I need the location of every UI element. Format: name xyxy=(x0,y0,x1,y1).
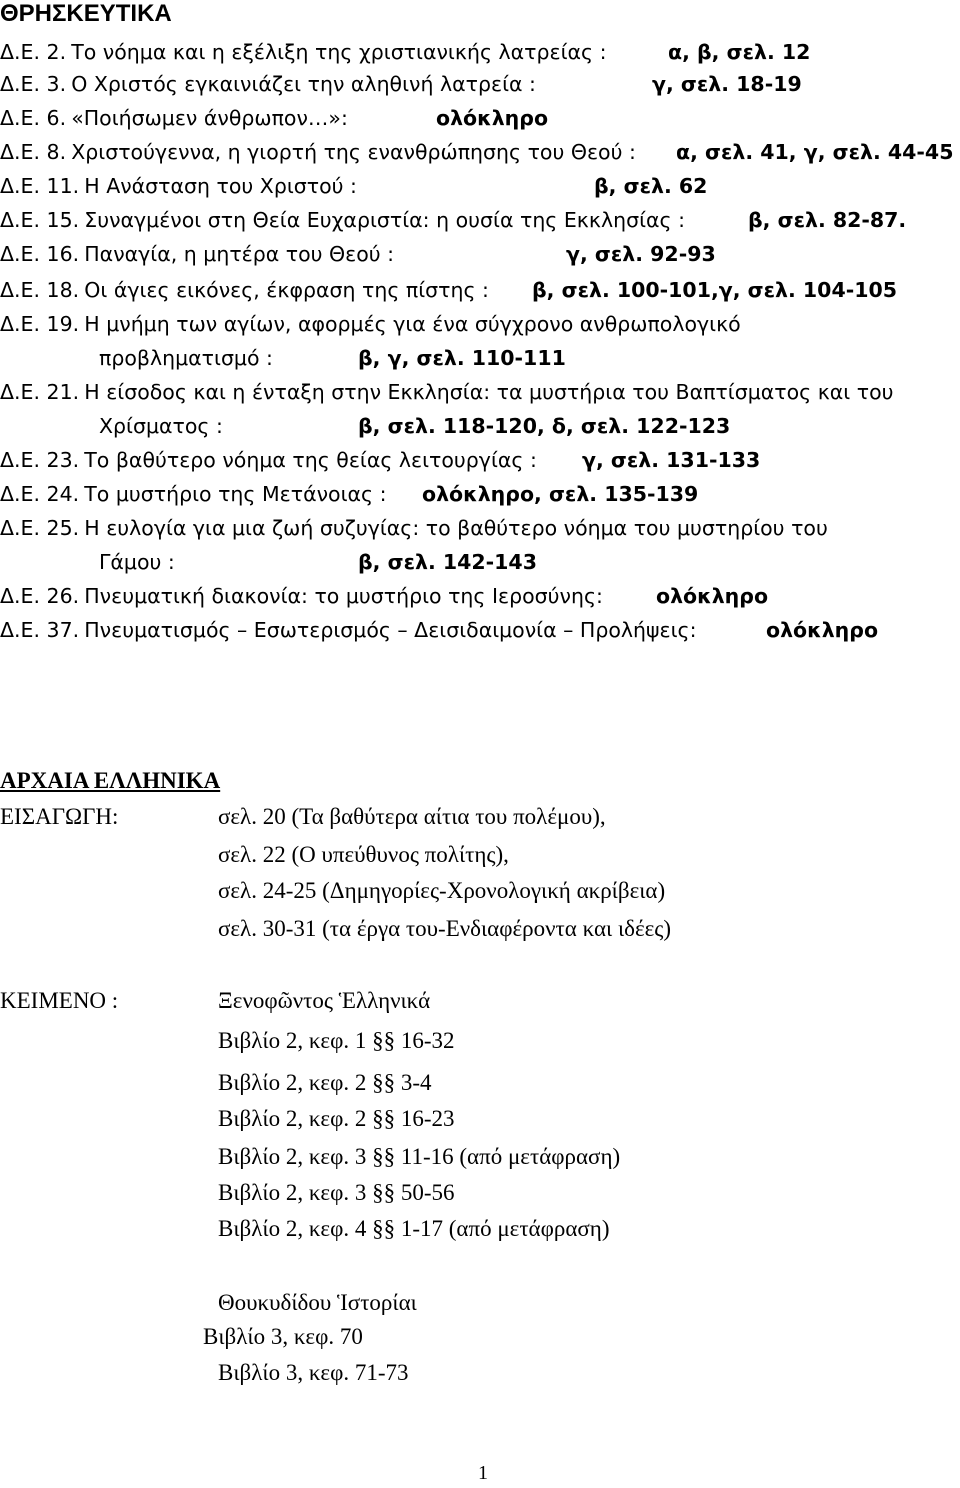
xenophon-ref: Βιβλίο 2, κεφ. 4 §§ 1-17 (από μετάφραση) xyxy=(218,1216,610,1241)
item-answer: β, σελ. 118-120, δ, σελ. 122-123 xyxy=(358,414,731,438)
item-code: Δ.Ε. 23. xyxy=(0,448,80,472)
list-item xyxy=(0,380,894,405)
list-item xyxy=(0,618,696,643)
thucydides-title: Θουκυδίδου Ἱστορίαι xyxy=(218,1290,417,1315)
intro-ref: σελ. 20 (Τα βαθύτερα αίτια του πολέμου), xyxy=(218,804,606,829)
item-text-continued: Χρίσματος : xyxy=(99,414,223,438)
item-code: Δ.Ε. 3. xyxy=(0,72,67,96)
item-code: Δ.Ε. 6. xyxy=(0,106,67,130)
item-answer: γ, σελ. 131-133 xyxy=(582,448,761,472)
item-answer: ολόκληρο, σελ. 135-139 xyxy=(422,482,699,506)
intro-ref: σελ. 30-31 (τα έργα του-Ενδιαφέροντα και ιδέες) xyxy=(218,916,672,941)
text-label: ΚΕΙΜΕΝΟ : xyxy=(0,988,119,1013)
item-answer: α, σελ. 41, γ, σελ. 44-45 xyxy=(676,140,954,164)
item-code: Δ.Ε. 8. xyxy=(0,140,67,164)
item-text: Πνευματική διακονία: το μυστήριο της Ιεροσύνης: xyxy=(84,584,603,608)
item-text: Η ευλογία για μια ζωή συζυγίας: το βαθύτερο νόημα του μυστηρίου του xyxy=(84,516,828,540)
item-answer: ολόκληρο xyxy=(766,618,879,642)
item-text-continued: προβληματισμό : xyxy=(99,346,273,370)
intro-ref: σελ. 22 (Ο υπεύθυνος πολίτης), xyxy=(218,842,509,867)
list-item xyxy=(0,278,489,303)
list-item xyxy=(0,242,394,267)
item-text: Οι άγιες εικόνες, έκφραση της πίστης : xyxy=(84,278,489,302)
item-code: Δ.Ε. 24. xyxy=(0,482,80,506)
item-answer: β, γ, σελ. 110-111 xyxy=(358,346,566,370)
item-answer: β, σελ. 82-87. xyxy=(748,208,907,232)
item-code: Δ.Ε. 25. xyxy=(0,516,80,540)
item-code: Δ.Ε. 26. xyxy=(0,584,80,608)
item-code: Δ.Ε. 15. xyxy=(0,208,80,232)
list-item xyxy=(0,140,636,165)
list-item xyxy=(0,448,537,473)
item-answer: β, σελ. 100-101,γ, σελ. 104-105 xyxy=(532,278,898,302)
list-item xyxy=(0,208,685,233)
item-text: Η μνήμη των αγίων, αφορμές για ένα σύγχρονο ανθρωπολογικό xyxy=(84,312,741,336)
item-text: Το νόημα και η εξέλιξη της χριστιανικής λατρείας : xyxy=(71,40,607,64)
list-item xyxy=(0,516,828,541)
intro-label: ΕΙΣΑΓΩΓΗ: xyxy=(0,804,119,829)
item-code: Δ.Ε. 37. xyxy=(0,618,80,642)
list-item xyxy=(0,584,603,609)
religion-heading: ΘΡΗΣΚΕΥΤΙΚΑ xyxy=(0,0,172,27)
item-text: Το μυστήριο της Μετάνοιας : xyxy=(84,482,387,506)
xenophon-ref: Βιβλίο 2, κεφ. 3 §§ 11-16 (από μετάφραση) xyxy=(218,1144,621,1169)
item-text: Η είσοδος και η ένταξη στην Εκκλησία: τα μυστήρια του Βαπτίσματος και του xyxy=(84,380,894,404)
list-item xyxy=(0,72,536,97)
xenophon-ref: Βιβλίο 2, κεφ. 2 §§ 16-23 xyxy=(218,1106,455,1131)
item-answer: γ, σελ. 92-93 xyxy=(566,242,716,266)
item-text: Χριστούγεννα, η γιορτή της ενανθρώπησης του Θεού : xyxy=(71,140,636,164)
xenophon-title: Ξενοφῶντος Ἑλληνικά xyxy=(218,988,431,1013)
item-answer: β, σελ. 142-143 xyxy=(358,550,537,574)
item-text-continued: Γάμου : xyxy=(99,550,175,574)
item-code: Δ.Ε. 2. xyxy=(0,40,67,64)
list-item xyxy=(0,312,741,337)
thucydides-ref: Βιβλίο 3, κεφ. 70 xyxy=(203,1324,363,1349)
item-answer: ολόκληρο xyxy=(436,106,549,130)
item-text: Το βαθύτερο νόημα της θείας λειτουργίας : xyxy=(84,448,537,472)
item-code: Δ.Ε. 21. xyxy=(0,380,80,404)
item-text: Συναγμένοι στη Θεία Ευχαριστία: η ουσία της Εκκλησίας : xyxy=(84,208,685,232)
page-number: 1 xyxy=(478,1462,488,1484)
item-text: Η Ανάσταση του Χριστού : xyxy=(84,174,357,198)
item-code: Δ.Ε. 16. xyxy=(0,242,80,266)
item-code: Δ.Ε. 19. xyxy=(0,312,80,336)
item-text: Πνευματισμός – Εσωτερισμός – Δεισιδαιμονία – Προλήψεις: xyxy=(84,618,697,642)
list-item xyxy=(0,106,348,131)
intro-ref: σελ. 24-25 (Δημηγορίες-Χρονολογική ακρίβεια) xyxy=(218,878,666,903)
list-item xyxy=(0,40,606,65)
xenophon-ref: Βιβλίο 2, κεφ. 1 §§ 16-32 xyxy=(218,1028,455,1053)
item-answer: γ, σελ. 18-19 xyxy=(652,72,802,96)
item-text: Παναγία, η μητέρα του Θεού : xyxy=(84,242,395,266)
item-text: «Ποιήσωμεν άνθρωπον…»: xyxy=(71,106,348,130)
xenophon-ref: Βιβλίο 2, κεφ. 2 §§ 3-4 xyxy=(218,1070,432,1095)
item-answer: α, β, σελ. 12 xyxy=(668,40,811,64)
item-answer: ολόκληρο xyxy=(656,584,769,608)
item-code: Δ.Ε. 11. xyxy=(0,174,80,198)
item-answer: β, σελ. 62 xyxy=(594,174,708,198)
item-code: Δ.Ε. 18. xyxy=(0,278,80,302)
xenophon-ref: Βιβλίο 2, κεφ. 3 §§ 50-56 xyxy=(218,1180,455,1205)
thucydides-ref: Βιβλίο 3, κεφ. 71-73 xyxy=(218,1360,409,1385)
list-item xyxy=(0,174,357,199)
item-text: Ο Χριστός εγκαινιάζει την αληθινή λατρεία : xyxy=(71,72,536,96)
ancient-greek-heading: ΑΡΧΑΙΑ ΕΛΛΗΝΙΚΑ xyxy=(0,768,221,793)
list-item xyxy=(0,482,387,507)
